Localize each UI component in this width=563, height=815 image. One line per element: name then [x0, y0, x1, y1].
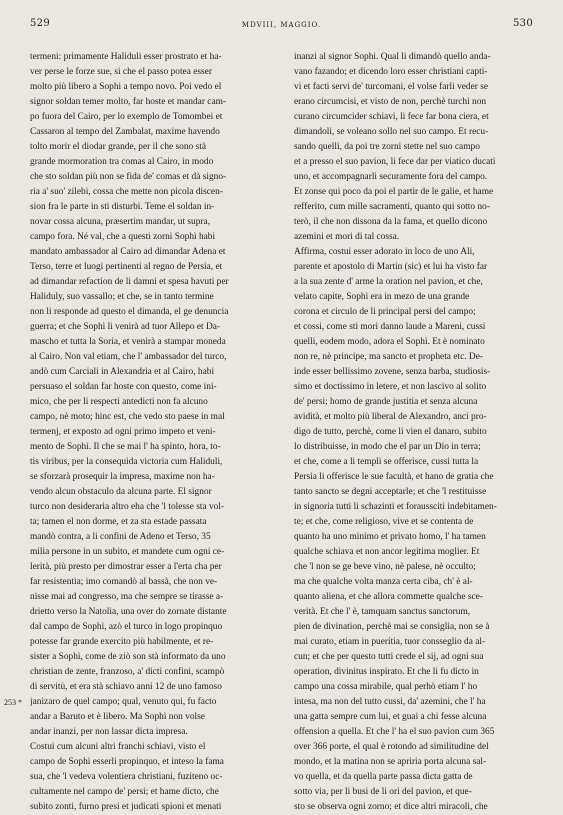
text-line: persuaso el soldan far hoste con questo, come ini-: [30, 382, 217, 392]
text-line: tis viribus, per la consequida victoria cum Haliduli,: [30, 457, 223, 467]
text-line: in signoria tutti li schazinti et foraussciti indebitamen-: [294, 502, 497, 512]
text-line: over 366 porte, el qual è rotondo ad similitudine del: [294, 742, 489, 752]
text-line: Haliduly, suo vassallo; et che, se in tanto termine: [30, 292, 214, 302]
text-line: Cassaron al tempo del Zambalat, maxime havendo: [30, 127, 220, 137]
text-line: christian de zente, franzoso, a' dicti confini, scampò: [30, 667, 225, 677]
text-line: campo, nè moto; hinc est, che vedo sto paese in mal: [30, 412, 225, 422]
text-line: et che, come a li templi se offerisce, cussi tutta la: [294, 457, 479, 467]
text-line: quanto aliena, et che allora commette qualche sce-: [294, 592, 483, 602]
text-line: andar inanzi, per non lassar dicta impresa.: [30, 727, 188, 737]
text-line: sister a Sophì, come de ziò son stà informato da uno: [30, 652, 226, 662]
text-line: digo de tutto, perchè, come li vien el danaro, subito: [294, 427, 487, 437]
text-line: nisse mai ad congresso, ma che sempre se tirasse a-: [30, 592, 224, 602]
text-line: inde esser bellissimo zovene, senza barba, studiosis-: [294, 367, 491, 377]
text-line: vano fazando; et dicendo loro esser christiani capti-: [294, 67, 488, 77]
text-line: ver perse le forze sue, si che el passo potea esser: [30, 67, 212, 77]
text-line: po fuora del Cairo, per lo exemplo de Tomombei et: [30, 112, 223, 122]
text-line: corona et circulo de li principal persi del campo;: [294, 307, 476, 317]
text-line: offension a quella. Et che l' ha el suo pavion cum 365: [294, 727, 495, 737]
text-line: di servitù, et era stà schiavo anni 12 de uno famoso: [30, 682, 222, 692]
text-line: campo de Sophì esserli propinquo, et inteso la fama: [30, 757, 224, 767]
text-line: Terso, terre et luogi pertinenti al regno de Persia, et: [30, 262, 223, 272]
text-line: potesse far grande exercito più habilmente, et re-: [30, 637, 214, 647]
margin-note: 253 *: [4, 698, 22, 707]
text-line: guerra; et che Sophì li venirà ad tuor Allepo et Da-: [30, 322, 221, 332]
text-line: drietto verso la Natolia, una over do zornate distante: [30, 607, 227, 617]
text-line: se sforzarà prosequir la impresa, maxime non ha-: [30, 472, 215, 482]
text-line: dimandoli, se voleano sollo nel suo campo. Et recu-: [294, 127, 489, 137]
text-line: far resistentia; imo comandò al bassà, che non ve-: [30, 577, 218, 587]
running-title: MDVIII, MAGGIO.: [241, 21, 322, 29]
text-line: a la sua zente d' arme la oration nel pavion, et che,: [294, 277, 483, 287]
text-line: sua, che 'l vedeva volentiera christiani, fuziteno oc-: [30, 772, 223, 782]
text-line: milia persone in un subito, et mandete cum ogni ce-: [30, 547, 225, 557]
text-line: Costui cum alcuni altri franchi schiavi, visto el: [30, 742, 206, 752]
text-line: inanzi al signor Sophi. Qual li dimandò quello anda-: [294, 52, 491, 62]
right-page-number: 530: [513, 18, 533, 29]
text-line: sando quelli, da poi tre zorni stette nel suo campo: [294, 142, 480, 152]
text-line: lerità, più presto per dimostrar esser a l'erta cha per: [30, 562, 222, 572]
text-line: simo et doctissimo in letere, et non lascivo al solito: [294, 382, 487, 392]
text-line: vo quella, et da quella parte passa dicta gatta de: [294, 772, 473, 782]
text-line: mandato ambassador al Cairo ad dimandar Adena et: [30, 247, 226, 257]
text-line: mandò contra, a li confini de Adeno et Terso, 35: [30, 532, 211, 542]
text-line: et a presso el suo pavion, li fece dar per viatico ducati: [294, 157, 496, 167]
text-line: sotto via, per li busi de li ori del pavion, et que-: [294, 787, 472, 797]
text-line: vi et facti servi de' turcomani, el volse farli veder se: [294, 82, 489, 92]
text-line: quelli, eodem modo, adora el Sophì. Et è nominato: [294, 337, 485, 347]
text-line: ria a' suo' zilebi, cossa che mette non picola discen-: [30, 187, 223, 197]
text-line: andò cum Carciali in Alexandria et al Cairo, habi: [30, 367, 215, 377]
text-line: verità. Et che l' è, tamquam sanctus sanctorum,: [294, 607, 471, 617]
text-line: signor soldan temer molto, far hoste et mandar cam-: [30, 97, 227, 107]
text-line: terò, il che non dissona da la fama, et quello dicono: [294, 217, 488, 227]
text-line: non li responde ad questo el dimanda, el ge denuncia: [30, 307, 229, 317]
text-line: non re, nè principe, ma sancto et propheta etc. De-: [294, 352, 483, 362]
text-line: mai curato, etiam in puerítia, tuor consseglio da al-: [294, 637, 486, 647]
left-text-column: [30, 50, 262, 815]
left-page-number: 529: [30, 18, 50, 29]
text-line: cultamente nel campo de' persi; et hame dicto, che: [30, 787, 219, 797]
text-line: molto più libero a Sophi a tempo novo. Poi vedo el: [30, 82, 222, 92]
text-line: parente et apostolo di Martin (sic) et lui ha visto far: [294, 262, 488, 272]
text-line: mento de Sophì. Il che se mai l' ha spinto, hora, to-: [30, 442, 221, 452]
text-line: tolto morir el diodar grande, per il che sono stà: [30, 142, 206, 152]
text-line: quanto ha uno minimo et privato homo, l' ha tamen: [294, 532, 486, 542]
text-line: subito zonti, furno presi et judicati spioni et menati: [30, 802, 222, 812]
text-line: de' persi; homo de grande justitia et senza alcuna: [294, 397, 478, 407]
text-line: campo una cossa mirabile, qual perhò etiam l' ho: [294, 682, 478, 692]
text-line: sto se observa ogni zorno; et dice altri miracoli, che: [294, 802, 488, 812]
text-line: janizaro de quel campo; qual, venuto qui, fu facto: [30, 697, 217, 707]
text-line: Affirma, costui esser adorato in loco de uno Ali,: [294, 247, 475, 257]
text-line: mascho et tutta la Soria, et venirà a stampar moneda: [30, 337, 226, 347]
text-line: velato capite, Sophì era in mezo de una grande: [294, 292, 470, 302]
text-line: refferito, cum mille sacramenti, quanto qui sotto no-: [294, 202, 490, 212]
text-line: uno, et accompagnarli securamente fora del campo.: [294, 172, 488, 182]
text-line: campo fora. Né val, che a questi zorni Sophì habi: [30, 232, 216, 242]
text-line: intesa, ma non del tutto cussi, da' azemini, che l' ha: [294, 697, 486, 707]
text-line: curano circumcider schiavi, li fece far bona ciera, et: [294, 112, 489, 122]
text-line: andar a Baruto et è libero. Ma Sophì non volse: [30, 712, 205, 722]
text-line: Persia li offerisce le sue facultà, et hano de gratia che: [294, 472, 494, 482]
text-line: grande mormoration tra comas al Cairo, in modo: [30, 157, 214, 167]
text-line: sion fra le parte in sti disturbi. Teme el soldan in-: [30, 202, 215, 212]
text-line: erano circumcisi, et visto de non, perchè turchi non: [294, 97, 487, 107]
text-line: et cossi, come sti mori danno laude a Mareni, cussi: [294, 322, 486, 332]
text-line: mico, che per li respecti antedicti non fa alcuno: [30, 397, 208, 407]
text-line: vendo alcun obstaculo da alcuna parte. El signor: [30, 487, 212, 497]
text-line: qualche schiava et non ancor legitima moglier. Et: [294, 547, 480, 557]
text-line: termenj, et exposto ad ogni primo impeto et veni-: [30, 427, 216, 437]
text-line: mondo, et la matina non se apriria porta alcuna sal-: [294, 757, 487, 767]
text-line: che sto soldan più non se fida de' comas et dà signo-: [30, 172, 227, 182]
text-line: te; et che, come religioso, vive et se contenta de: [294, 517, 474, 527]
text-line: lo distribuisse, in modo che el par un Dio in terra;: [294, 442, 481, 452]
text-line: termeni: primamente Haliduli esser prostrato et ha-: [30, 52, 222, 62]
text-line: cun; et che per questo tutti crede el sij, ad ogni sua: [294, 652, 484, 662]
text-line: una gatta sempre cum lui, et guai a chi fesse alcuna: [294, 712, 487, 722]
text-line: azemini et mori di tal cossa.: [294, 232, 400, 242]
text-line: dal campo de Sophì, azò el turco in logo propinquo: [30, 622, 223, 632]
text-line: operation, divinitus inspirato. Et che li fu dicto in: [294, 667, 479, 677]
text-line: che 'l non se ge beve vino, nè palese, nè occulto;: [294, 562, 476, 572]
text-line: pien de divination, perchè mai se consiglia, non se à: [294, 622, 490, 632]
text-line: ad dimandar refaction de li damni et spesa havuti per: [30, 277, 229, 287]
text-line: novar cossa alcuna, præsertim mandar, ut supra,: [30, 217, 211, 227]
text-line: avidità, et molto più liberal de Alexandro, anci pro-: [294, 412, 487, 422]
text-line: tanto sancto se degni acceptarle; et che 'l restituisse: [294, 487, 487, 497]
text-line: turco non desideraria altro eha che 'l tolesse sta vol-: [30, 502, 225, 512]
text-line: al Cairo. Non val etiam, che l' ambassador del turco,: [30, 352, 227, 362]
text-line: ma che qualche volta manza certa ciba, ch' è al-: [294, 577, 473, 587]
text-line: ta; tamen el non dorme, et za sta estade passata: [30, 517, 207, 527]
right-text-column: [294, 50, 526, 815]
text-line: Et zonse qui poco da poi el partir de le galie, et hame: [294, 187, 494, 197]
